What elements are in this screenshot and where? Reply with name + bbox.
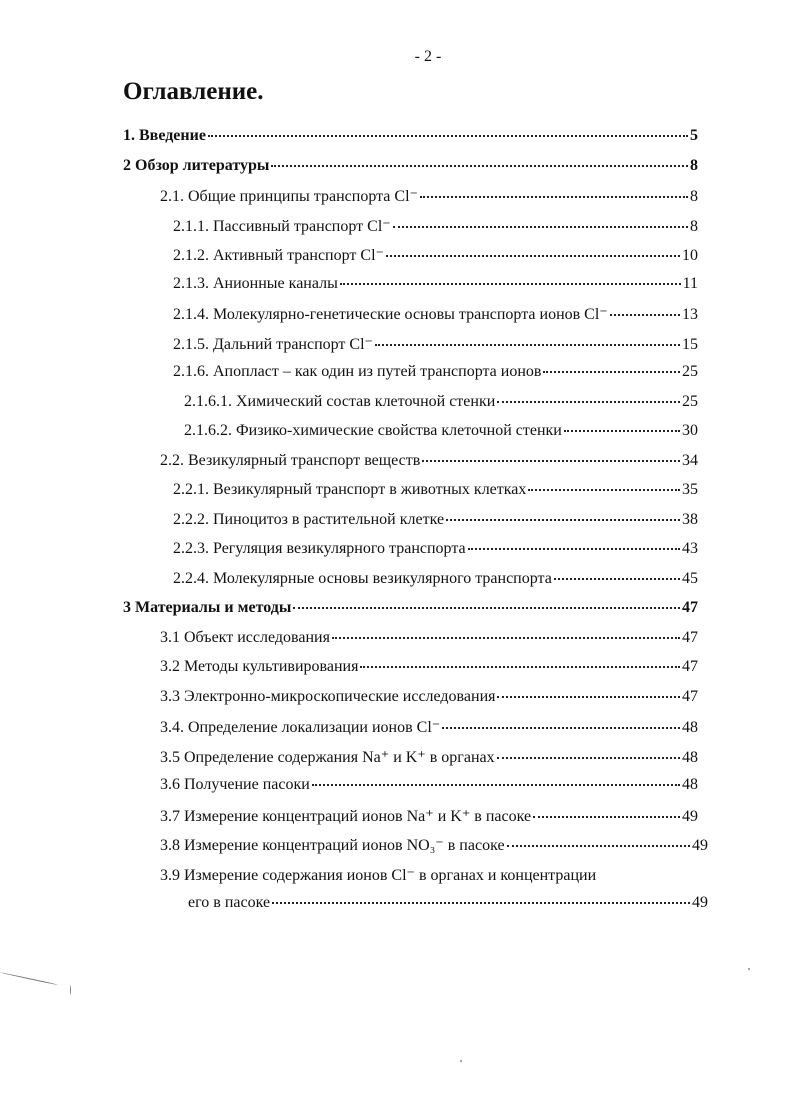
toc-entry-title: 2.1.5. Дальний транспорт Cl⁻ (173, 335, 373, 353)
toc-entry[interactable] (173, 216, 698, 238)
scan-mark (748, 968, 750, 970)
toc-entry[interactable] (184, 422, 698, 444)
dot-leader (271, 165, 688, 167)
dot-leader (564, 430, 680, 432)
toc-entry[interactable] (188, 894, 708, 916)
toc-entry-page: 38 (682, 510, 698, 528)
toc-entry[interactable] (123, 157, 698, 179)
toc-entry[interactable] (173, 481, 698, 503)
toc-entry[interactable] (173, 275, 698, 297)
toc-entry-page: 34 (682, 451, 698, 469)
toc-entry-page: 49 (692, 837, 708, 854)
toc-entry-page: 48 (682, 776, 698, 793)
toc-entry-title: 3 Материалы и методы (123, 599, 292, 616)
dot-leader (420, 196, 688, 198)
toc-entry[interactable] (173, 304, 698, 326)
dot-leader (332, 637, 680, 639)
toc-entry[interactable] (160, 806, 698, 828)
toc-entry-title: 3.7 Измерение концентраций ионов Na⁺ и K⁺ в пасоке (160, 807, 532, 825)
toc-entry-page: 25 (682, 392, 698, 410)
toc-entry-page: 45 (682, 569, 698, 587)
toc-entry[interactable] (173, 570, 698, 592)
toc-entry[interactable] (160, 688, 698, 710)
dot-leader (360, 666, 680, 668)
toc-entry-page: 48 (682, 748, 698, 766)
dot-leader (533, 816, 680, 818)
toc-entry-title: 2.2.3. Регуляция везикулярного транспорта (173, 540, 466, 557)
toc-entry[interactable] (160, 452, 698, 474)
dot-leader (272, 902, 690, 904)
toc-entry[interactable] (173, 540, 698, 562)
toc-entry-page: 49 (682, 807, 698, 825)
toc-entry-page: 43 (682, 540, 698, 557)
toc-entry[interactable] (173, 245, 698, 267)
toc-entry[interactable] (160, 865, 698, 887)
dot-leader (312, 784, 680, 786)
page-title: Оглавление. (123, 78, 264, 105)
dot-leader (386, 255, 680, 257)
toc-entry-title: 2.2.4. Молекулярные основы везикулярного транспорта (173, 569, 552, 587)
dot-leader (375, 344, 680, 346)
toc-entry-title: 3.2 Методы культивирования (160, 658, 359, 675)
toc-entry-page: 49 (692, 894, 708, 911)
dot-leader (497, 401, 680, 403)
toc-entry-page: 5 (690, 127, 698, 144)
toc-entry-title: 2.1.2. Активный транспорт Cl⁻ (173, 247, 384, 264)
dot-leader (442, 727, 680, 729)
dot-leader (497, 757, 680, 759)
toc-entry-page: 10 (682, 247, 698, 264)
dot-leader (543, 371, 680, 373)
toc-entry-page: 35 (682, 481, 698, 498)
dot-leader (340, 283, 681, 285)
toc-entry[interactable] (123, 127, 698, 149)
toc-entry-title: 2.2. Везикулярный транспорт веществ (160, 451, 421, 469)
toc-entry-title: его в пасоке (188, 894, 271, 911)
toc-entry-page: 11 (682, 274, 698, 292)
toc-entry-title: 2.2.2. Пиноцитоз в растительной клетке (173, 510, 445, 528)
toc-entry-title: 2.1.3. Анионные каналы (173, 274, 338, 292)
toc-entry-title: 3.6 Получение пасоки (160, 776, 310, 793)
toc-entry-title: 3.5 Определение содержания Na⁺ и K⁺ в органах (160, 748, 495, 766)
toc-entry-title: 2.1.6. Апопласт – как один из путей транспорта ионов (173, 363, 542, 380)
toc-entry[interactable] (160, 717, 698, 739)
toc-entry-page: 25 (682, 363, 698, 380)
scan-mark (70, 985, 71, 995)
toc-entry-page: 30 (682, 422, 698, 439)
dot-leader (208, 135, 688, 137)
toc-entry[interactable] (160, 658, 698, 680)
dot-leader (610, 314, 680, 316)
toc-entry[interactable] (160, 776, 698, 798)
toc-entry-page: 8 (690, 188, 698, 205)
toc-entry-page: 13 (682, 306, 698, 323)
scan-mark (0, 972, 59, 985)
toc-entry[interactable] (123, 599, 698, 621)
toc-entry-page: 15 (682, 335, 698, 353)
toc-entry[interactable] (160, 186, 698, 208)
toc-entry-title: 3.8 Измерение концентраций ионов NO₃⁻ в пасоке (160, 837, 505, 854)
toc-entry[interactable] (160, 747, 698, 769)
toc-entry-title: 2 Обзор литературы (123, 156, 270, 174)
dot-leader (293, 607, 680, 609)
toc-entry-title: 3.9 Измерение содержания ионов Cl⁻ в органах и концентрации (160, 866, 597, 884)
toc-entry[interactable] (173, 363, 698, 385)
toc-entry-page: 47 (682, 687, 698, 705)
dot-leader (507, 845, 690, 847)
toc-entry-page: 48 (682, 719, 698, 736)
toc-entry-title: 3.1 Объект исследования (160, 628, 330, 646)
dot-leader (528, 489, 680, 491)
toc-entry-title: 2.1.6.1. Химический состав клеточной стенки (184, 392, 496, 410)
toc-entry[interactable] (173, 511, 698, 533)
page-number: - 2 - (414, 48, 442, 65)
dot-leader (422, 460, 680, 462)
toc-entry[interactable] (173, 334, 698, 356)
toc-entry[interactable] (160, 835, 708, 857)
dot-leader (468, 548, 680, 550)
toc-entry-title: 1. Введение (123, 127, 206, 144)
toc-entry-page: 8 (690, 217, 698, 235)
toc-entry-page: 47 (682, 658, 698, 675)
dot-leader (497, 696, 680, 698)
dot-leader (554, 578, 680, 580)
scan-mark (460, 1060, 462, 1062)
toc-entry-title: 2.1.4. Молекулярно-генетические основы транспорта ионов Cl⁻ (173, 306, 608, 323)
toc-entry-title: 2.2.1. Везикулярный транспорт в животных клетках (173, 481, 527, 498)
toc-entry[interactable] (160, 629, 698, 651)
toc-entry-page: 47 (682, 628, 698, 646)
toc-entry-title: 2.1. Общие принципы транспорта Cl⁻ (160, 188, 418, 205)
toc-entry-title: 3.3 Электронно-микроскопические исследования (160, 687, 496, 705)
toc-entry-page: 47 (682, 599, 698, 616)
dot-leader (446, 519, 680, 521)
toc-entry[interactable] (184, 393, 698, 415)
toc-entry-page: 8 (690, 156, 698, 174)
toc-entry-title: 2.1.1. Пассивный транспорт Cl⁻ (173, 217, 391, 235)
toc-entry-title: 3.4. Определение локализации ионов Cl⁻ (160, 719, 441, 736)
toc-entry-title: 2.1.6.2. Физико-химические свойства клеточной стенки (184, 422, 562, 439)
dot-leader (393, 226, 688, 228)
